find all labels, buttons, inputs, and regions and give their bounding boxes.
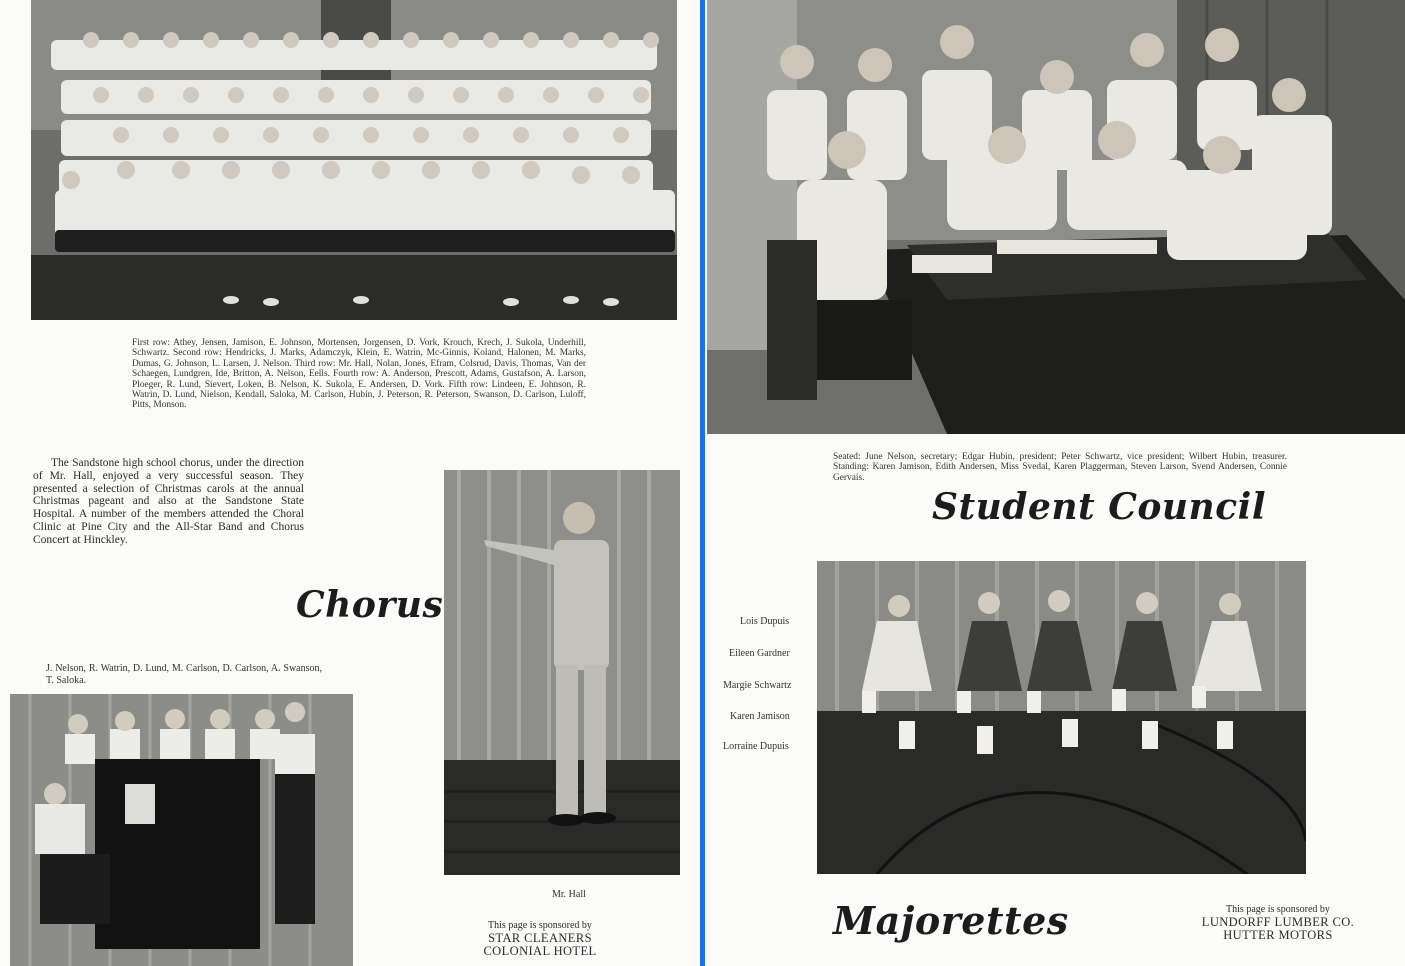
- chorus-group-photo: [31, 0, 677, 320]
- majorette-name: Lorraine Dupuis: [723, 741, 789, 752]
- majorette-name: Karen Jamison: [730, 711, 790, 722]
- right-sponsor-line2: HUTTER MOTORS: [1223, 928, 1333, 942]
- chorus-members-caption: First row: Athey, Jensen, Jamison, E. Johnson, Mortensen, Jorgensen, D. Vork, Krouch, Krech, J. Sukola, Underhill, Schwartz. Second row: Hendricks, J. Marks, Adamczyk, Klein, E. Watrin, Mc-Ginnis, Koland, Halonen, M. Marks, Dumas, G. Johnson, L. Larsen, J. Nelson. Third row: Mr. Hall, Nolan, Jones, Efram, Colsrud, Davis, Thomas, Van der Schaegen, Lundgren, Ide, Britton, A. Nelson, Eells. Fourth row: A. Anderson, Prescott, Adams, Gustafson, A. Larson, Ploeger, R. Lund, Sievert, Loken, B. Nelson, K. Sukola, E. Andersen, D. Vork. Fifth row: Lindeen, E. Johnson, R. Watrin, D. Lund, Nielson, Kendall, Saloka, M. Carlson, Hubin, J. Peterson, R. Peterson, Swanson, D. Carlson, Luloff, Pitts, Monson.: [132, 338, 586, 411]
- piano-group-photo: [10, 694, 353, 966]
- left-sponsor-block: [450, 920, 630, 958]
- right-page: [705, 0, 1405, 966]
- majorettes-photo: [817, 561, 1306, 874]
- majorette-name: Eileen Gardner: [729, 648, 790, 659]
- student-council-title: Student Council: [932, 486, 1266, 528]
- right-sponsor-line1: LUNDORFF LUMBER CO.: [1201, 915, 1355, 929]
- student-council-photo: [707, 0, 1405, 434]
- chorus-description: The Sandstone high school chorus, under the direction of Mr. Hall, enjoyed a very successful season. They presented a selection of Christmas carols at the annual Christmas pageant and also at the Sandstone State Hospital. A number of the members attended the Choral Clinic at Pine City and the All-Star Band and Chorus Concert at Hinckley.: [33, 457, 304, 546]
- piano-group-caption: J. Nelson, R. Watrin, D. Lund, M. Carlson, D. Carlson, A. Swanson, T. Saloka.: [46, 663, 322, 686]
- left-sponsor-line1: STAR CLEANERS: [488, 931, 592, 945]
- left-sponsor-line2: COLONIAL HOTEL: [483, 944, 597, 958]
- left-sponsor-note: This page is sponsored by: [488, 920, 592, 931]
- left-page: [0, 0, 700, 966]
- director-caption: Mr. Hall: [552, 889, 586, 900]
- majorette-name: Margie Schwartz: [723, 680, 792, 691]
- student-council-caption: Seated: June Nelson, secretary; Edgar Hubin, president; Peter Schwartz, vice president; Wilbert Hubin, treasurer. Standing: Karen Jamison, Edith Andersen, Miss Svedal, Karen Plaggerman, Steven Larson, Svend Andersen, Connie Gervais.: [833, 452, 1287, 483]
- director-photo: [444, 470, 680, 875]
- majorettes-title: Majorettes: [833, 898, 1069, 943]
- chorus-title: Chorus: [296, 584, 444, 626]
- right-sponsor-note: This page is sponsored by: [1226, 904, 1330, 915]
- right-sponsor-block: [1183, 904, 1373, 942]
- majorette-name: Lois Dupuis: [740, 616, 790, 627]
